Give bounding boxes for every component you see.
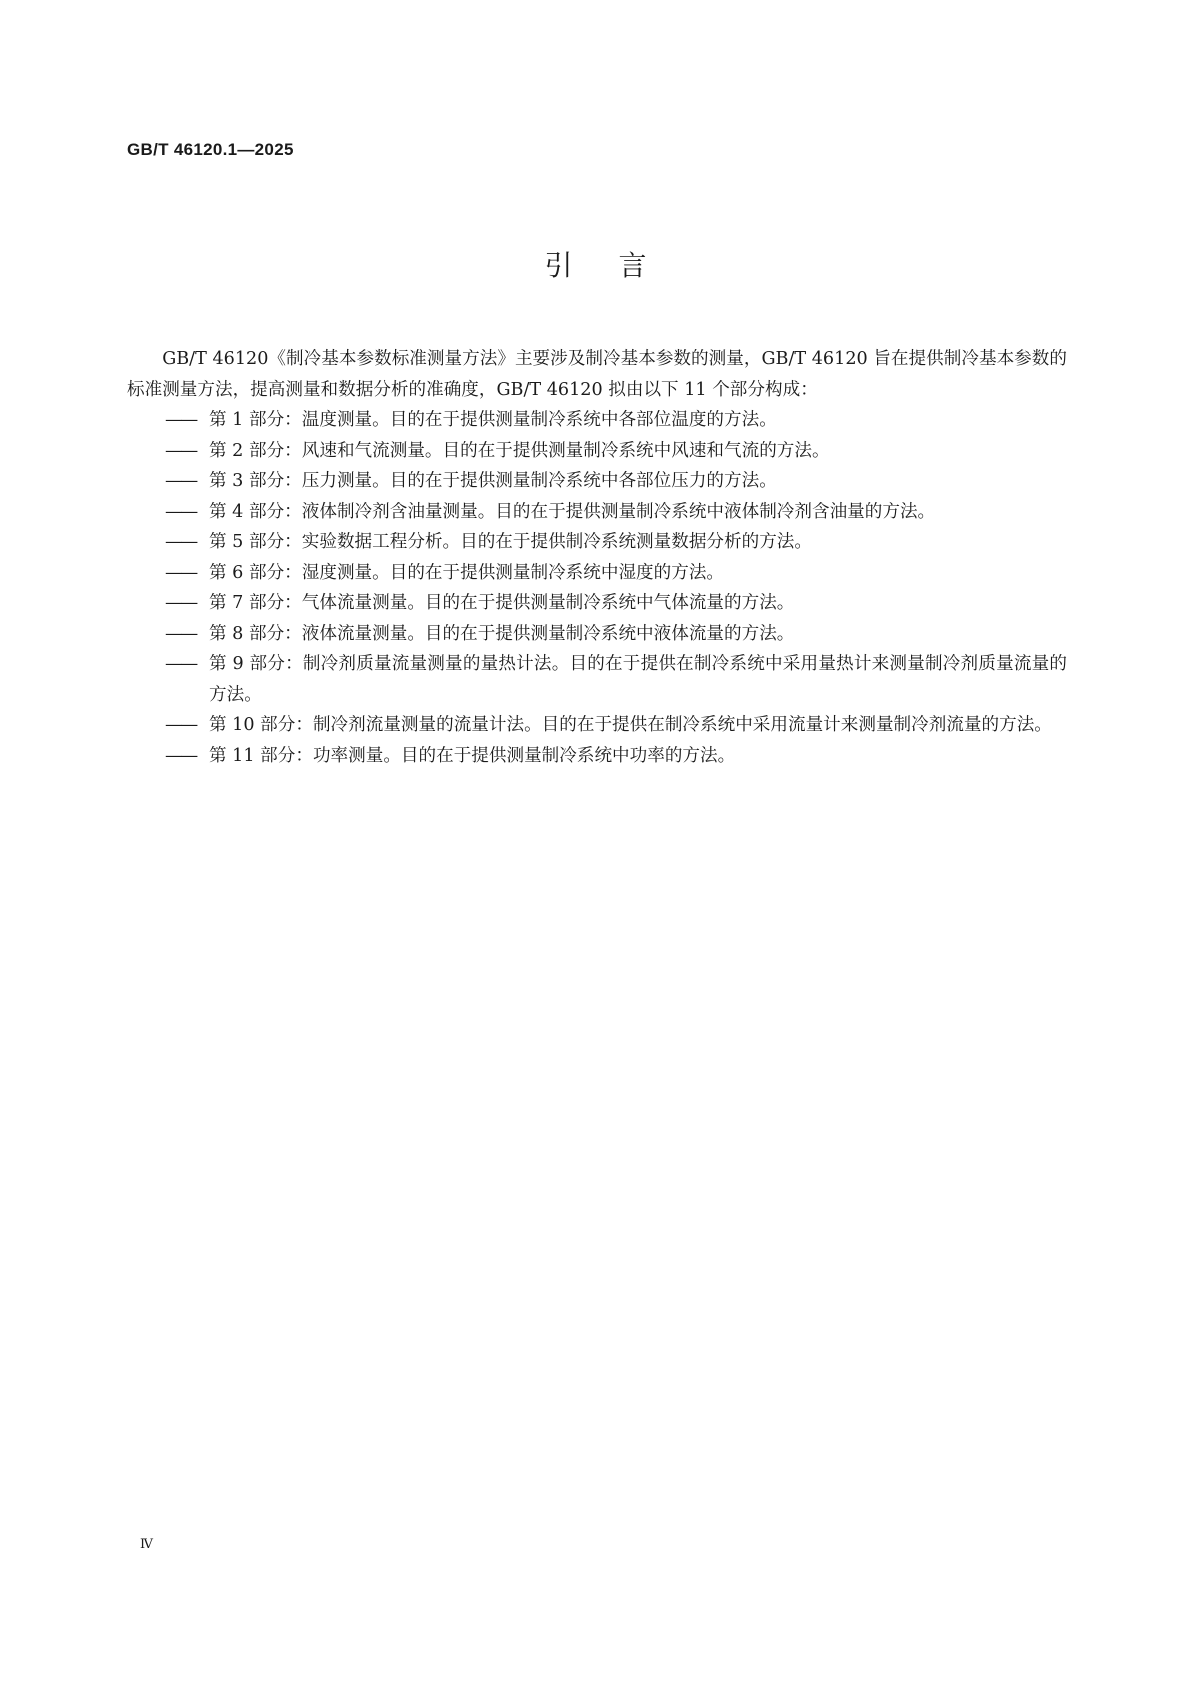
list-dash: —— [165,593,197,613]
list-dash: —— [165,410,197,430]
list-dash: —— [165,501,197,522]
part-text: 第 5 部分：实验数据工程分析。目的在于提供制冷系统测量数据分析的方法。 [209,532,812,552]
list-dash: —— [165,562,197,583]
list-item [127,710,1067,741]
list-item [127,497,1067,528]
parts-list [127,405,1067,771]
part-text: 第 8 部分：液体流量测量。目的在于提供测量制冷系统中液体流量的方法。 [209,623,795,644]
part-text: 第 6 部分：湿度测量。目的在于提供测量制冷系统中湿度的方法。 [209,562,725,583]
part-text: 第 3 部分：压力测量。目的在于提供测量制冷系统中各部位压力的方法。 [209,471,777,491]
list-dash: —— [165,654,197,674]
list-dash: —— [165,623,197,644]
list-item [127,741,1067,772]
list-item [127,619,1067,650]
list-dash: —— [165,715,197,735]
page-title: 引言 [544,249,693,282]
list-item [127,649,1067,710]
document-body [127,344,1067,771]
list-item [127,558,1067,589]
list-dash: —— [165,471,197,491]
part-text: 第 1 部分：温度测量。目的在于提供测量制冷系统中各部位温度的方法。 [209,410,777,430]
part-text: 第 4 部分：液体制冷剂含油量测量。目的在于提供测量制冷系统中液体制冷剂含油量的方法。 [209,501,936,522]
list-dash: —— [165,745,197,766]
part-text: 第 9 部分：制冷剂质量流量测量的量热计法。目的在于提供在制冷系统中采用量热计来测量制冷剂质量流量的方法。 [209,654,1067,705]
page-number: Ⅳ [140,1537,153,1552]
part-text: 第 10 部分：制冷剂流量测量的流量计法。目的在于提供在制冷系统中采用流量计来测量制冷剂流量的方法。 [209,715,1052,735]
list-item [127,436,1067,467]
document-code: GB/T 46120.1—2025 [127,140,294,159]
list-item [127,527,1067,558]
part-text: 第 2 部分：风速和气流测量。目的在于提供测量制冷系统中风速和气流的方法。 [209,440,830,461]
list-dash: —— [165,532,197,552]
list-item [127,588,1067,619]
intro-paragraph: GB/T 46120《制冷基本参数标准测量方法》主要涉及制冷基本参数的测量，GB/T 46120 旨在提供制冷基本参数的标准测量方法，提高测量和数据分析的准确度，GB/T 46120 拟由以下 11 个部分构成： [127,349,1067,400]
part-text: 第 7 部分：气体流量测量。目的在于提供测量制冷系统中气体流量的方法。 [209,593,795,613]
list-item [127,405,1067,436]
list-dash: —— [165,440,197,461]
list-item [127,466,1067,497]
part-text: 第 11 部分：功率测量。目的在于提供测量制冷系统中功率的方法。 [209,745,736,766]
